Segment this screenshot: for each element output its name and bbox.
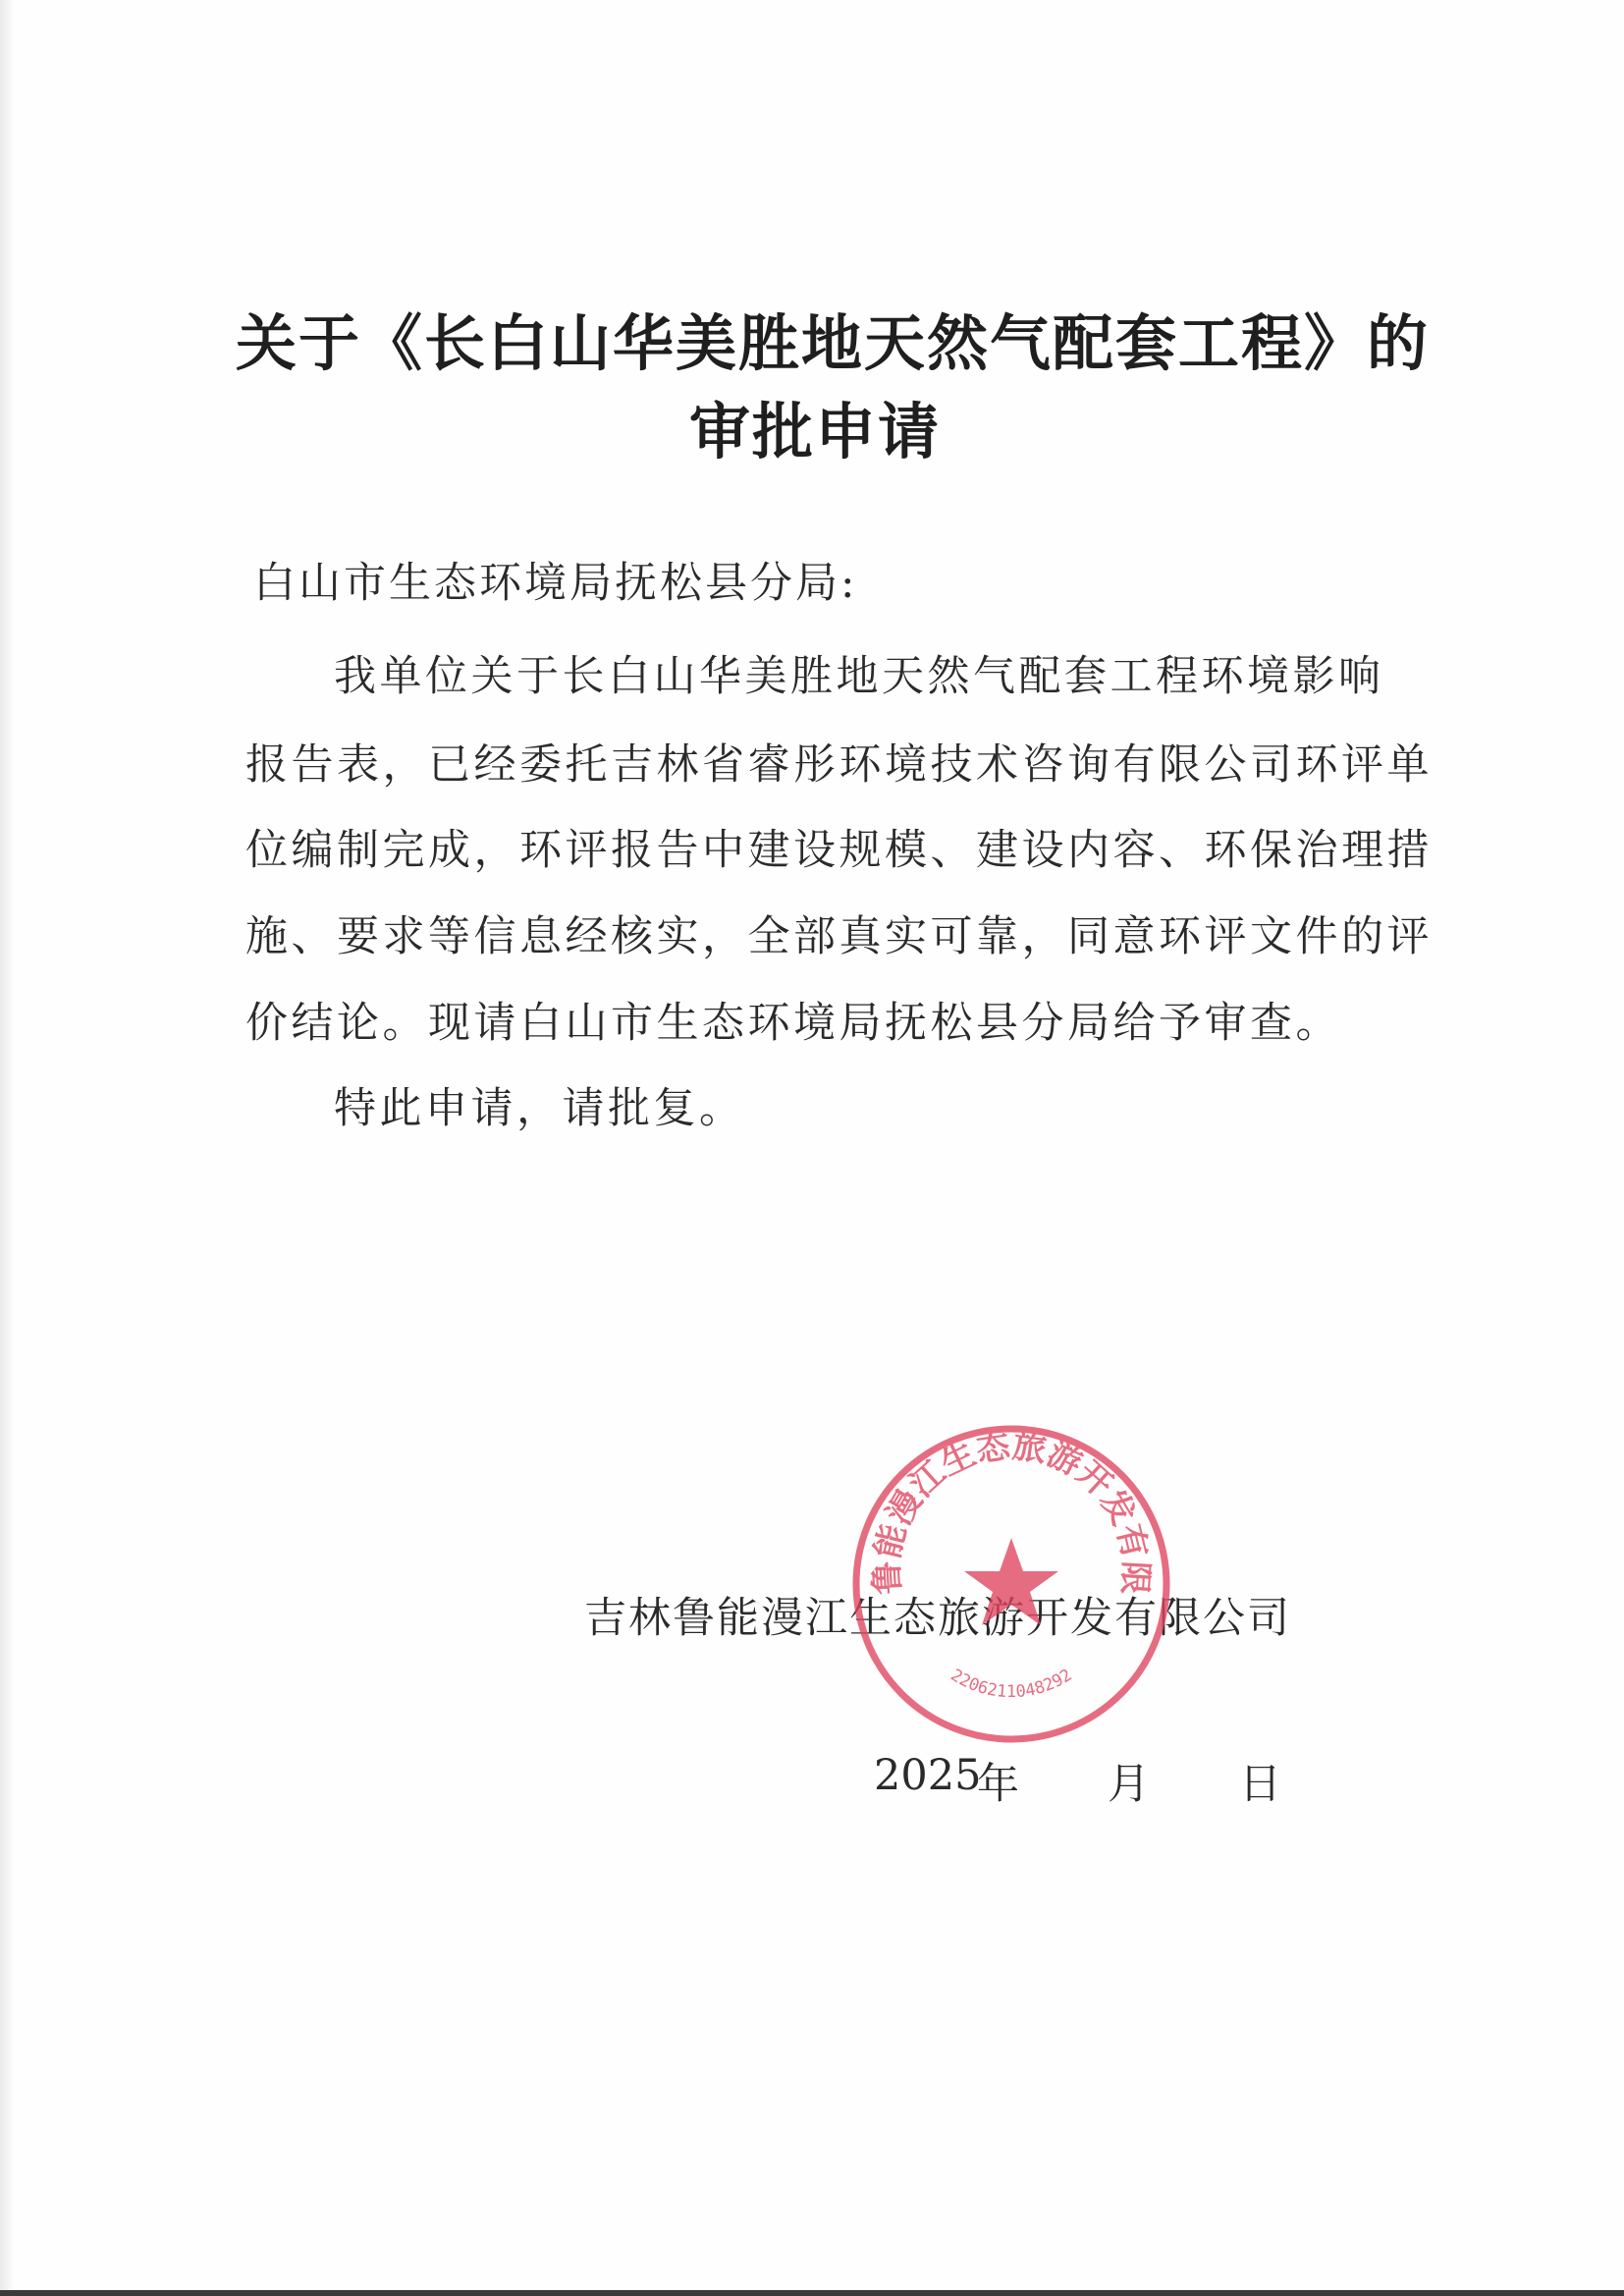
body-line-1: 我单位关于长白山华美胜地天然气配套工程环境影响 — [334, 652, 1384, 701]
signature-company: 吉林鲁能漫江生态旅游开发有限公司 — [584, 1594, 1291, 1643]
seal-text: 鲁能漫江生态旅游开发有限 — [867, 1426, 1156, 1596]
date-year-char: 年 — [977, 1760, 1019, 1809]
document-title-line-1: 关于《长白山华美胜地天然气配套工程》的 — [236, 307, 1431, 379]
date-day-char: 日 — [1239, 1760, 1281, 1809]
seal-star — [964, 1538, 1058, 1625]
date-year: 2025 — [874, 1751, 982, 1800]
body-line-5: 价结论。现请白山市生态环境局抚松县分局给予审查。 — [245, 999, 1341, 1048]
seal-number: 2206211048292 — [947, 1665, 1076, 1703]
scan-edge-bottom — [0, 2290, 1624, 2296]
body-line-3: 位编制完成，环评报告中建设规模、建设内容、环保治理措 — [245, 826, 1433, 875]
addressee: 白山市生态环境局抚松县分局: — [253, 559, 858, 608]
scan-edge-left — [0, 0, 14, 2296]
seal-graphic — [849, 1422, 1173, 1746]
company-seal — [849, 1422, 1173, 1746]
body-line-4: 施、要求等信息经核实，全部真实可靠，同意环评文件的评 — [245, 912, 1433, 961]
body-line-2: 报告表，已经委托吉林省睿彤环境技术咨询有限公司环评单 — [245, 740, 1433, 790]
closing-line: 特此申请，请批复。 — [334, 1084, 745, 1133]
document-title-line-2: 审批申请 — [688, 396, 941, 467]
date-month-char: 月 — [1108, 1760, 1150, 1809]
